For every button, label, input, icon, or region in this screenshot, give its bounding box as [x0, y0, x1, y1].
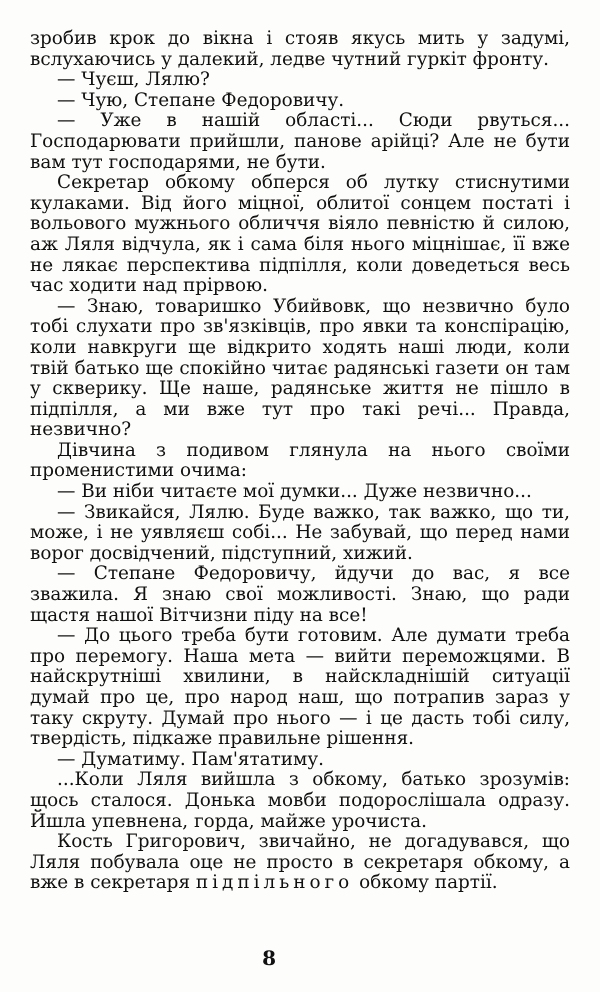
paragraph-12: — Думатиму. Пам'ятатиму. — [57, 748, 325, 770]
page-body-text — [30, 29, 570, 894]
paragraph-9: — Звикайся, Лялю. Буде важко, так важко, що ти, може, і не уявляєш собі... Не забувай, що перед нами ворог досвідчений, підступний, хижий. — [30, 501, 570, 564]
paragraph-3: — Чую, Степане Федоровичу. — [57, 89, 345, 111]
paragraph-14 — [30, 832, 570, 894]
spaced-word: підпільного — [195, 872, 354, 894]
paragraph-14-start: Кость Григорович, звичайно, не догадувався, що Ляля побувала оце не просто в секретаря обкому, а вже в секретаря — [30, 831, 570, 894]
paragraph-8: — Ви ніби читаєте мої думки... Дуже незвично... — [57, 481, 532, 503]
paragraph-11: — До цього треба бути готовим. Але думати треба про перемогу. Наша мета — вийти переможцями. В найскрутніші хвилини, в найскладнішій ситуації думай про це, про народ наш, що потрапив зараз у таку скруту. Думай про нього — і це дасть тобі силу, твердість, підкаже правильне рішення. — [30, 625, 570, 750]
paragraph-7: Дівчина з подивом глянула на нього своїми променистими очима: — [30, 439, 570, 482]
paragraph-5: Секретар обкому обперся об лутку стиснутими кулаками. Від його міцної, облитої сонцем постаті і вольового мужнього обличчя віяло певністю й силою, аж Ляля відчула, як і сама біля нього міцнішає, її вже не лякає перспектива підпілля, коли доведеться весь час ходити над прірвою. — [30, 172, 570, 297]
paragraph-1: зробив крок до вікна і стояв якусь мить у задумі, вслухаючись у далекий, ледве чутний гуркіт фронту. — [30, 28, 570, 70]
paragraph-6: — Знаю, товаришко Убийвовк, що незвично було тобі слухати про зв'язківців, про явки та конспірацію, коли навкруги ще відкрито ходять наші люди, коли твій батько ще спокійно читає радянські газети он там у скверику. Ще наше, радянське життя не пішло в підпілля, а ми вже тут про такі речі... Правда, незвично? — [30, 295, 570, 441]
paragraph-10: — Степане Федоровичу, йдучи до вас, я все зважила. Я знаю свої можливості. Знаю, що ради щастя нашої Вітчизни піду на все! — [30, 563, 570, 626]
paragraph-14-end: обкому партії. — [359, 872, 498, 894]
paragraph-13: ...Коли Ляля вийшла з обкому, батько зрозумів: щось сталося. Донька мовби подорослішала одразу. Йшла упевнена, горда, майже урочиста. — [30, 769, 570, 832]
paragraph-2: — Чуєш, Лялю? — [57, 69, 210, 91]
paragraph-4: — Уже в нашій області... Сюди рвуться... Господарювати прийшли, панове арійці? Але не бути вам тут господарями, не бути. — [30, 110, 570, 173]
page-number: 8 — [262, 946, 276, 970]
